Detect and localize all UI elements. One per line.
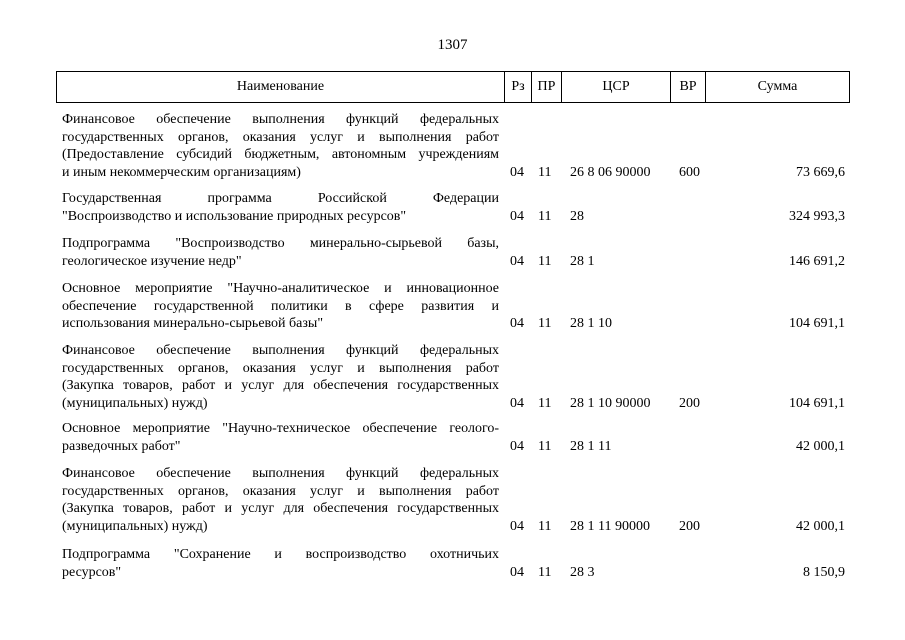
row-name-line: государственных органов, оказания услуг и выполнения работ — [62, 483, 499, 499]
row-pr: 11 — [538, 438, 552, 454]
row-csr: 28 — [570, 208, 584, 224]
row-name — [62, 546, 499, 581]
row-name — [62, 235, 499, 270]
row-pr: 11 — [538, 564, 552, 580]
row-name-line: Финансовое обеспечение выполнения функций федеральных — [62, 466, 499, 481]
row-name-line: (Предоставление субсидий бюджетным, автономным учреждениям — [62, 147, 499, 162]
row-sum: 8 150,9 — [803, 564, 845, 580]
row-name-line: обеспечение государственной политики в сфере развития и — [62, 298, 499, 314]
row-name-line: государственных органов, оказания услуг и выполнения работ — [62, 129, 499, 145]
row-vr: 600 — [679, 164, 700, 180]
row-pr: 11 — [538, 395, 552, 411]
row-name-line: (муниципальных) нужд) — [62, 395, 208, 411]
row-name — [62, 280, 499, 333]
row-csr: 26 8 06 90000 — [570, 164, 651, 180]
row-csr: 28 1 10 90000 — [570, 395, 651, 411]
row-name-line: (муниципальных) нужд) — [62, 518, 208, 534]
row-pr: 11 — [538, 164, 552, 180]
row-sum: 324 993,3 — [789, 208, 845, 224]
header-sum: Сумма — [757, 79, 798, 94]
row-rz: 04 — [510, 564, 524, 580]
row-name-line: ресурсов" — [62, 564, 122, 580]
page-number: 1307 — [437, 37, 468, 53]
row-pr: 11 — [538, 518, 552, 534]
row-rz: 04 — [510, 316, 524, 331]
row-name-line: геологическое изучение недр" — [62, 253, 242, 269]
row-name-line: использования минерально-сырьевой базы" — [62, 316, 324, 331]
row-sum: 42 000,1 — [796, 518, 845, 534]
row-name-line: Основное мероприятие "Научно-аналитическое и инновационное — [62, 281, 499, 296]
row-name-line: (Закупка товаров, работ и услуг для обеспечения государственных — [62, 378, 499, 393]
row-name-line: Подпрограмма "Сохранение и воспроизводство охотничьих — [62, 547, 499, 562]
row-rz: 04 — [510, 208, 524, 224]
row-sum: 42 000,1 — [796, 438, 845, 454]
row-rz: 04 — [510, 164, 524, 180]
header-name: Наименование — [57, 72, 505, 102]
row-rz: 04 — [510, 395, 524, 411]
row-name — [62, 465, 499, 535]
row-rz: 04 — [510, 518, 524, 534]
row-name-line: разведочных работ" — [62, 438, 181, 454]
row-rz: 04 — [510, 253, 524, 269]
header-csr: ЦСР — [562, 72, 671, 102]
row-pr: 11 — [538, 208, 552, 224]
row-sum: 104 691,1 — [789, 316, 845, 331]
row-csr: 28 1 — [570, 253, 595, 269]
row-name-line: государственных органов, оказания услуг и выполнения работ — [62, 360, 499, 376]
row-csr: 28 1 10 — [570, 316, 612, 331]
row-name-line: Основное мероприятие "Научно-техническое обеспечение геолого- — [62, 421, 499, 436]
row-name-line: и иным некоммерческим организациям) — [62, 164, 301, 180]
row-name-line: Финансовое обеспечение выполнения функций федеральных — [62, 343, 499, 358]
row-name-line: Государственная программа Российской Федерации — [62, 191, 499, 206]
row-name-line: "Воспроизводство и использование природных ресурсов" — [62, 208, 407, 224]
row-csr: 28 1 11 90000 — [570, 518, 650, 534]
row-csr: 28 1 11 — [570, 438, 612, 454]
row-rz: 04 — [510, 438, 524, 454]
row-sum: 73 669,6 — [796, 164, 845, 180]
row-csr: 28 3 — [570, 564, 595, 580]
row-pr: 11 — [538, 316, 552, 331]
row-vr: 200 — [679, 395, 700, 411]
row-name — [62, 342, 499, 412]
table-header — [56, 71, 850, 103]
row-name — [62, 111, 499, 181]
row-name — [62, 190, 499, 225]
row-vr: 200 — [679, 518, 700, 534]
row-sum: 104 691,1 — [789, 395, 845, 411]
row-name — [62, 420, 499, 455]
header-pr: ПР — [532, 72, 562, 102]
row-name-line: Финансовое обеспечение выполнения функций федеральных — [62, 112, 499, 127]
header-vr: ВР — [671, 72, 706, 102]
header-rz: Рз — [505, 72, 532, 102]
row-sum: 146 691,2 — [789, 253, 845, 269]
row-pr: 11 — [538, 253, 552, 269]
row-name-line: Подпрограмма "Воспроизводство минерально-сырьевой базы, — [62, 236, 499, 251]
row-name-line: (Закупка товаров, работ и услуг для обеспечения государственных — [62, 501, 499, 516]
